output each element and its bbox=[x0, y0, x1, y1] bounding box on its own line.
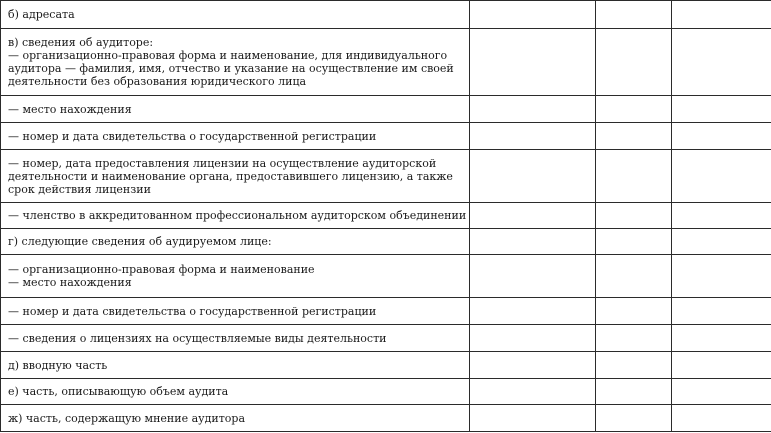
answer-cell-1 bbox=[470, 1, 596, 29]
row-text-line: — сведения о лицензиях на осуществляемые виды деятельности bbox=[8, 331, 387, 345]
row-text-line: срок действия лицензии bbox=[8, 182, 151, 196]
requirement-cell bbox=[1, 203, 470, 229]
answer-cell-3 bbox=[672, 29, 771, 96]
answer-cell-3 bbox=[672, 229, 771, 255]
requirement-cell bbox=[1, 405, 470, 432]
table-row bbox=[1, 1, 771, 29]
answer-cell-2 bbox=[596, 29, 672, 96]
requirement-cell bbox=[1, 150, 470, 203]
answer-cell-3 bbox=[672, 203, 771, 229]
answer-cell-2 bbox=[596, 123, 672, 150]
answer-cell-1 bbox=[470, 405, 596, 432]
requirement-cell bbox=[1, 298, 470, 325]
answer-cell-2 bbox=[596, 255, 672, 298]
row-text-line: аудитора — фамилия, имя, отчество и указание на осуществление им своей bbox=[8, 62, 454, 75]
row-text-line: ж) часть, содержащую мнение аудитора bbox=[8, 411, 246, 425]
table-row bbox=[1, 405, 771, 432]
answer-cell-1 bbox=[470, 123, 596, 150]
answer-cell-3 bbox=[672, 150, 771, 203]
answer-cell-1 bbox=[470, 150, 596, 203]
requirement-cell bbox=[1, 352, 470, 379]
table-row bbox=[1, 255, 771, 298]
row-text-line: — членство в аккредитованном профессиональном аудиторском объединении bbox=[8, 209, 467, 222]
requirement-cell bbox=[1, 29, 470, 96]
answer-cell-3 bbox=[672, 325, 771, 352]
requirement-cell bbox=[1, 379, 470, 405]
answer-cell-2 bbox=[596, 150, 672, 203]
row-text-line: — место нахождения bbox=[8, 276, 132, 289]
answer-cell-1 bbox=[470, 298, 596, 325]
answer-cell-2 bbox=[596, 1, 672, 29]
row-text-line: б) адресата bbox=[8, 8, 75, 21]
row-text-line: — место нахождения bbox=[8, 102, 132, 116]
table-row bbox=[1, 379, 771, 405]
answer-cell-1 bbox=[470, 29, 596, 96]
row-text-line: — номер и дата свидетельства о государственной регистрации bbox=[8, 129, 377, 143]
answer-cell-1 bbox=[470, 325, 596, 352]
table-row bbox=[1, 325, 771, 352]
row-text-line: д) вводную часть bbox=[8, 358, 108, 372]
answer-cell-1 bbox=[470, 379, 596, 405]
answer-cell-2 bbox=[596, 96, 672, 123]
answer-cell-3 bbox=[672, 379, 771, 405]
row-text-line: — организационно-правовая форма и наименование bbox=[8, 263, 315, 276]
table-row bbox=[1, 96, 771, 123]
answer-cell-1 bbox=[470, 352, 596, 379]
answer-cell-3 bbox=[672, 96, 771, 123]
answer-cell-2 bbox=[596, 325, 672, 352]
row-text-line: — номер и дата свидетельства о государственной регистрации bbox=[8, 304, 377, 318]
requirement-cell bbox=[1, 96, 470, 123]
row-text-line: — номер, дата предоставления лицензии на осуществление аудиторской bbox=[8, 156, 437, 170]
row-text-line: е) часть, описывающую объем аудита bbox=[8, 385, 229, 398]
answer-cell-3 bbox=[672, 255, 771, 298]
answer-cell-3 bbox=[672, 405, 771, 432]
table-row bbox=[1, 298, 771, 325]
requirement-cell bbox=[1, 229, 470, 255]
answer-cell-3 bbox=[672, 1, 771, 29]
answer-cell-2 bbox=[596, 379, 672, 405]
table-row bbox=[1, 229, 771, 255]
answer-cell-3 bbox=[672, 298, 771, 325]
answer-cell-2 bbox=[596, 203, 672, 229]
table-row bbox=[1, 203, 771, 229]
row-text-line: деятельности и наименование органа, предоставившего лицензию, а также bbox=[8, 169, 453, 183]
row-text-line: в) сведения об аудиторе: bbox=[8, 36, 154, 49]
table-row bbox=[1, 150, 771, 203]
answer-cell-3 bbox=[672, 123, 771, 150]
answer-cell-1 bbox=[470, 203, 596, 229]
answer-cell-2 bbox=[596, 229, 672, 255]
table-row bbox=[1, 123, 771, 150]
row-text-line: — организационно-правовая форма и наименование, для индивидуального bbox=[8, 49, 448, 62]
table-row bbox=[1, 29, 771, 96]
row-text-line: г) следующие сведения об аудируемом лице: bbox=[8, 235, 272, 248]
answer-cell-2 bbox=[596, 352, 672, 379]
answer-cell-1 bbox=[470, 255, 596, 298]
answer-cell-2 bbox=[596, 405, 672, 432]
requirement-cell bbox=[1, 325, 470, 352]
row-text-line: деятельности без образования юридического лица bbox=[8, 75, 307, 88]
table-row bbox=[1, 352, 771, 379]
requirement-cell bbox=[1, 1, 470, 29]
requirement-cell bbox=[1, 255, 470, 298]
answer-cell-3 bbox=[672, 352, 771, 379]
answer-cell-2 bbox=[596, 298, 672, 325]
requirement-cell bbox=[1, 123, 470, 150]
answer-cell-1 bbox=[470, 229, 596, 255]
answer-cell-1 bbox=[470, 96, 596, 123]
